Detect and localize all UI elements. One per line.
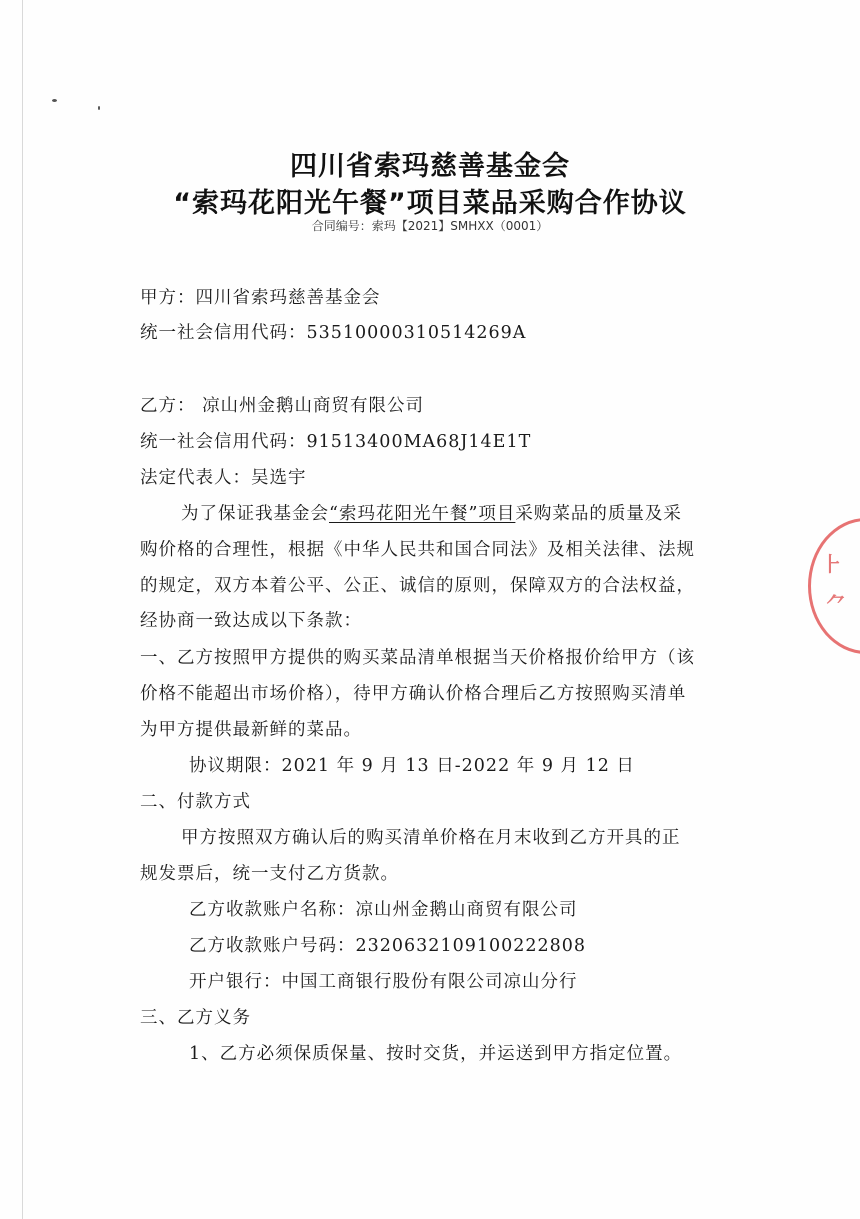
agreement-term: 协议期限：2021 年 9 月 13 日-2022 年 9 月 12 日 xyxy=(189,756,635,776)
contract-number: 合同编号：索玛【2021】SMHXX（0001） xyxy=(311,219,549,233)
preamble-line-2: 购价格的合理性，根据《中华人民共和国合同法》及相关法律、法规 xyxy=(140,540,695,560)
clause2-line-2: 规发票后，统一支付乙方货款。 xyxy=(140,864,399,884)
clause3-heading: 三、乙方义务 xyxy=(140,1008,251,1028)
preamble-text: 为了保证我基金会 xyxy=(181,504,329,524)
scan-speck xyxy=(52,99,57,102)
party-b-representative: 法定代表人：吴选宇 xyxy=(140,468,307,488)
clause3-item-1: 1、乙方必须保质保量、按时交货，并运送到甲方指定位置。 xyxy=(189,1044,683,1064)
party-b-name: 乙方： 凉山州金鹅山商贸有限公司 xyxy=(140,396,425,416)
opening-bank: 开户银行：中国工商银行股份有限公司凉山分行 xyxy=(189,972,578,992)
scan-speck xyxy=(98,106,100,110)
project-name-underlined: “索玛花阳光午餐”项目 xyxy=(329,504,516,524)
document-subtitle: “索玛花阳光午餐”项目菜品采购合作协议 xyxy=(173,188,687,219)
party-a-credit-code: 统一社会信用代码：53510000310514269A xyxy=(140,323,527,343)
clause1-line-3: 为甲方提供最新鲜的菜品。 xyxy=(140,720,362,740)
document-title: 四川省索玛慈善基金会 xyxy=(290,151,570,182)
clause2-heading: 二、付款方式 xyxy=(140,792,251,812)
seal-mark: ⺊ xyxy=(822,552,842,576)
preamble-line-4: 经协商一致达成以下条款： xyxy=(140,611,362,631)
clause2-line-1: 甲方按照双方确认后的购买清单价格在月末收到乙方开具的正 xyxy=(181,828,681,848)
clause1-line-2: 价格不能超出市场价格），待甲方确认价格合理后乙方按照购买清单 xyxy=(140,684,687,704)
preamble-line-3: 的规定，双方本着公平、公正、诚信的原则，保障双方的合法权益， xyxy=(140,576,695,596)
party-b-credit-code: 统一社会信用代码：91513400MA68J14E1T xyxy=(140,432,532,452)
seal-mark: ⺈ xyxy=(826,592,846,616)
preamble-text: 采购菜品的质量及采 xyxy=(515,504,682,524)
clause1-line-1: 一、乙方按照甲方提供的购买菜品清单根据当天价格报价给甲方（该 xyxy=(140,648,695,668)
party-a-name: 甲方：四川省索玛慈善基金会 xyxy=(140,288,381,308)
red-seal-stamp xyxy=(808,518,860,654)
account-number: 乙方收款账户号码：2320632109100222808 xyxy=(189,936,587,956)
account-name: 乙方收款账户名称：凉山州金鹅山商贸有限公司 xyxy=(189,900,578,920)
preamble-line-1 xyxy=(181,500,682,525)
